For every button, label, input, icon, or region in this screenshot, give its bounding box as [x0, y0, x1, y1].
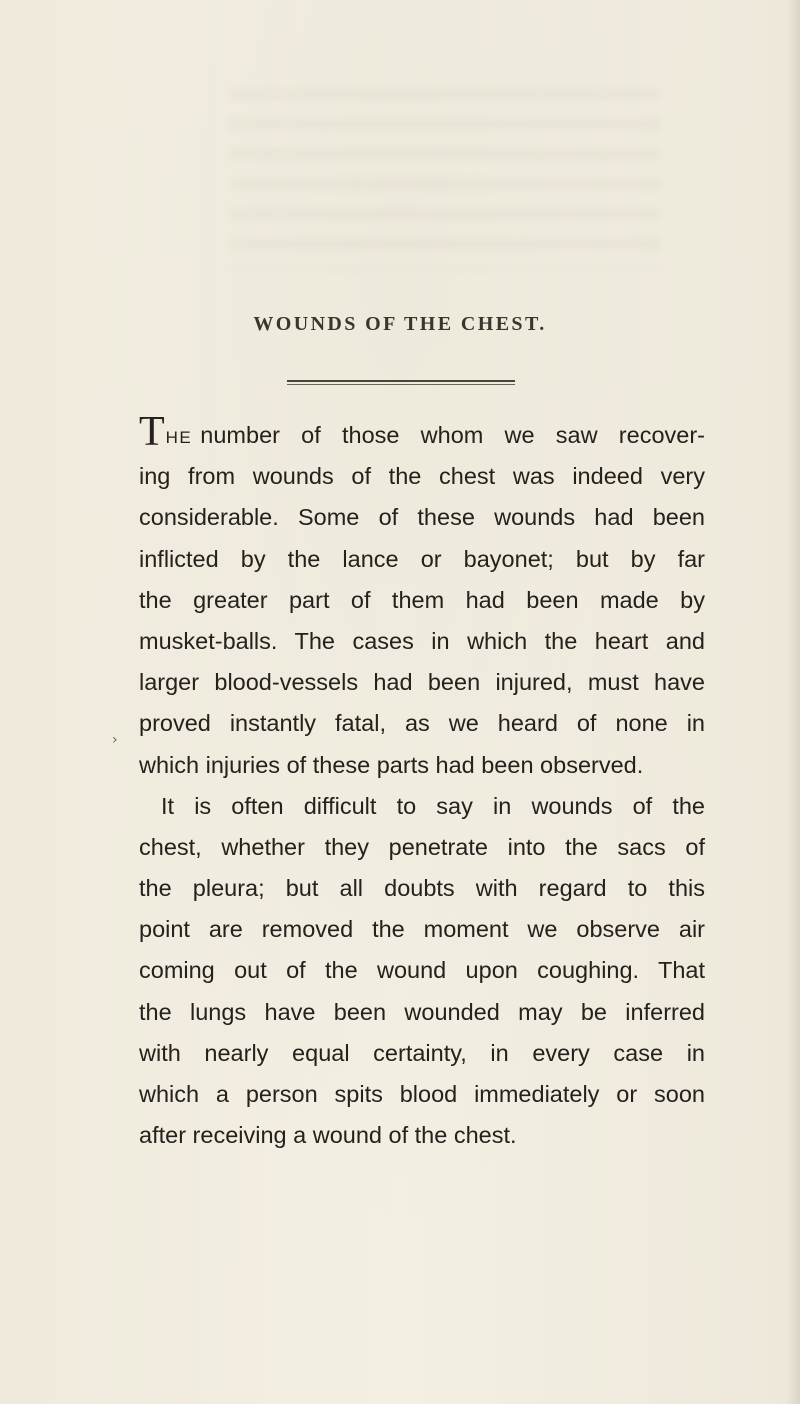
body-text	[139, 409, 705, 1156]
text-line	[139, 409, 705, 456]
text-line: which a person spits blood immediately or soon	[139, 1081, 705, 1107]
text-line: the pleura; but all doubts with regard to this	[139, 875, 705, 902]
text-line: which injuries of these parts had been observed.	[139, 751, 644, 778]
text-line: musket-balls. The cases in which the heart and	[139, 627, 705, 654]
text-line: the lungs have been wounded may be inferred	[139, 998, 705, 1025]
margin-mark: ›	[112, 732, 118, 748]
text-line: the greater part of them had been made by	[139, 586, 705, 613]
text-line: ing from wounds of the chest was indeed very	[139, 463, 705, 490]
text-line: It is often difficult to say in wounds of the	[161, 792, 705, 819]
page-edge-shadow	[786, 0, 800, 1404]
text-line: point are removed the moment we observe air	[139, 916, 705, 943]
text-line: coming out of the wound upon coughing. That	[139, 957, 705, 984]
text-line: proved instantly fatal, as we heard of none in	[139, 710, 705, 737]
running-head: WOUNDS OF THE CHEST.	[253, 313, 547, 335]
drop-cap: T	[139, 409, 165, 455]
bleed-through-text	[230, 70, 660, 270]
header-rule-thin	[287, 384, 515, 385]
text-line: after receiving a wound of the chest.	[139, 1122, 517, 1149]
text-line: chest, whether they penetrate into the sacs of	[139, 833, 705, 860]
text-line: larger blood-vessels had been injured, must have	[139, 669, 705, 696]
small-caps: HE	[165, 428, 193, 447]
header-rule-thick	[287, 380, 515, 382]
text-line: with nearly equal certainty, in every case in	[139, 1039, 705, 1066]
header-rule	[287, 380, 515, 385]
text-line: considerable. Some of these wounds had been	[139, 504, 705, 531]
text-line: inflicted by the lance or bayonet; but by far	[139, 545, 705, 572]
line-text: number of those whom we saw recover-	[200, 422, 705, 448]
